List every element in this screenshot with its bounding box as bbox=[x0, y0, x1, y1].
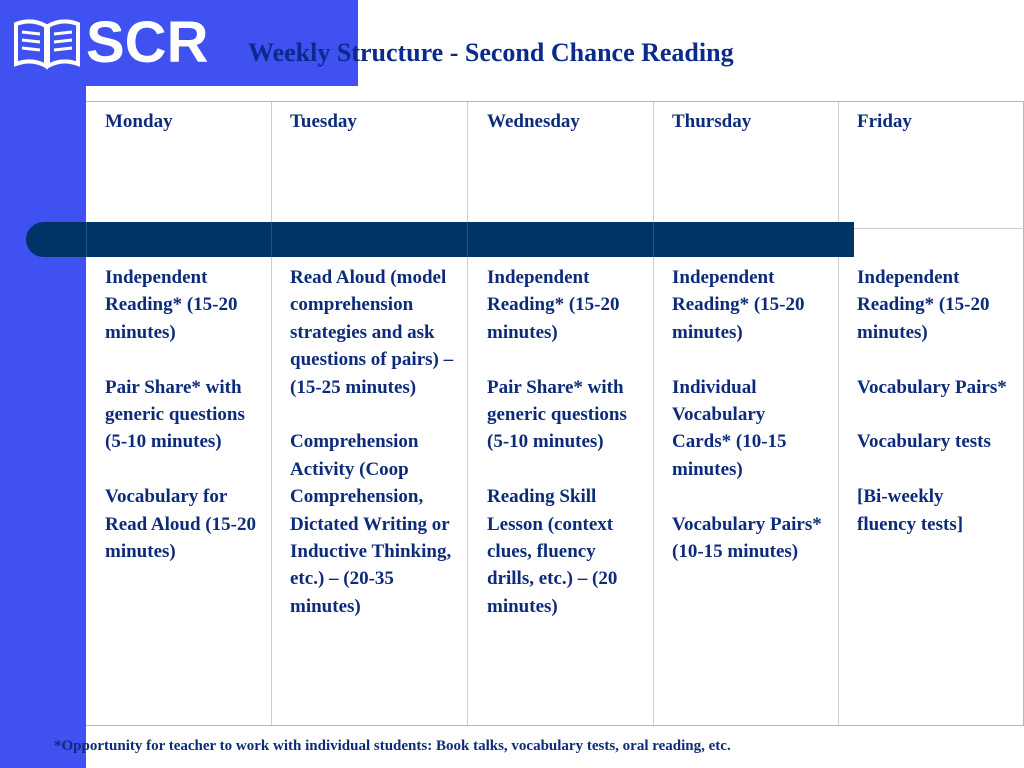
header-tuesday: Tuesday bbox=[290, 111, 357, 132]
column-divider bbox=[653, 102, 654, 725]
cell-monday bbox=[105, 264, 257, 593]
column-divider bbox=[467, 102, 468, 725]
cell-wednesday bbox=[487, 264, 639, 648]
logo-text: SCR bbox=[86, 10, 209, 75]
cell-friday bbox=[857, 264, 1007, 565]
activity-item: Independent Reading* (15-20 minutes) bbox=[105, 267, 238, 343]
activity-item: [Bi-weekly fluency tests] bbox=[857, 486, 964, 535]
bar-divider bbox=[653, 222, 654, 257]
logo bbox=[12, 10, 208, 76]
activity-item: Pair Share* with generic questions (5-10 minutes) bbox=[105, 376, 245, 453]
cell-thursday bbox=[672, 264, 824, 593]
activity-item: Independent Reading* (15-20 minutes) bbox=[672, 267, 805, 343]
column-divider bbox=[271, 102, 272, 725]
column-divider bbox=[838, 102, 839, 725]
activity-item: Independent Reading* (15-20 minutes) bbox=[857, 267, 990, 343]
header-friday: Friday bbox=[857, 111, 912, 132]
activity-item: Read Aloud (model comprehension strategies and ask questions of pairs) – (15-25 minutes) bbox=[290, 267, 454, 398]
bar-divider bbox=[271, 222, 272, 257]
left-sidebar-band bbox=[0, 0, 86, 768]
activity-item: Vocabulary for Read Aloud (15-20 minutes) bbox=[105, 486, 256, 563]
activity-item: Vocabulary Pairs* (10-15 minutes) bbox=[672, 513, 822, 563]
cell-tuesday bbox=[290, 264, 455, 648]
footnote: *Opportunity for teacher to work with individual students: Book talks, vocabulary tests, oral reading, etc. bbox=[54, 738, 731, 754]
page-title: Weekly Structure - Second Chance Reading bbox=[248, 38, 734, 67]
activity-item: Individual Vocabulary Cards* (10-15 minutes) bbox=[672, 376, 787, 480]
activity-item: Independent Reading* (15-20 minutes) bbox=[487, 267, 620, 343]
activity-item: Pair Share* with generic questions (5-10 minutes) bbox=[487, 376, 627, 453]
header-thursday: Thursday bbox=[672, 111, 752, 132]
bar-divider bbox=[86, 222, 87, 257]
activity-item: Vocabulary tests bbox=[857, 431, 991, 453]
activity-item: Comprehension Activity (Coop Comprehension, Dictated Writing or Inductive Thinking, etc.) – (20-35 minutes) bbox=[290, 431, 452, 617]
decorative-bar bbox=[26, 222, 854, 257]
header-wednesday: Wednesday bbox=[487, 111, 580, 132]
header-monday: Monday bbox=[105, 111, 173, 132]
activity-item: Vocabulary Pairs* bbox=[857, 376, 1007, 398]
bar-divider bbox=[467, 222, 468, 257]
activity-item: Reading Skill Lesson (context clues, fluency drills, etc.) – (20 minutes) bbox=[487, 486, 618, 617]
book-icon bbox=[12, 16, 82, 70]
